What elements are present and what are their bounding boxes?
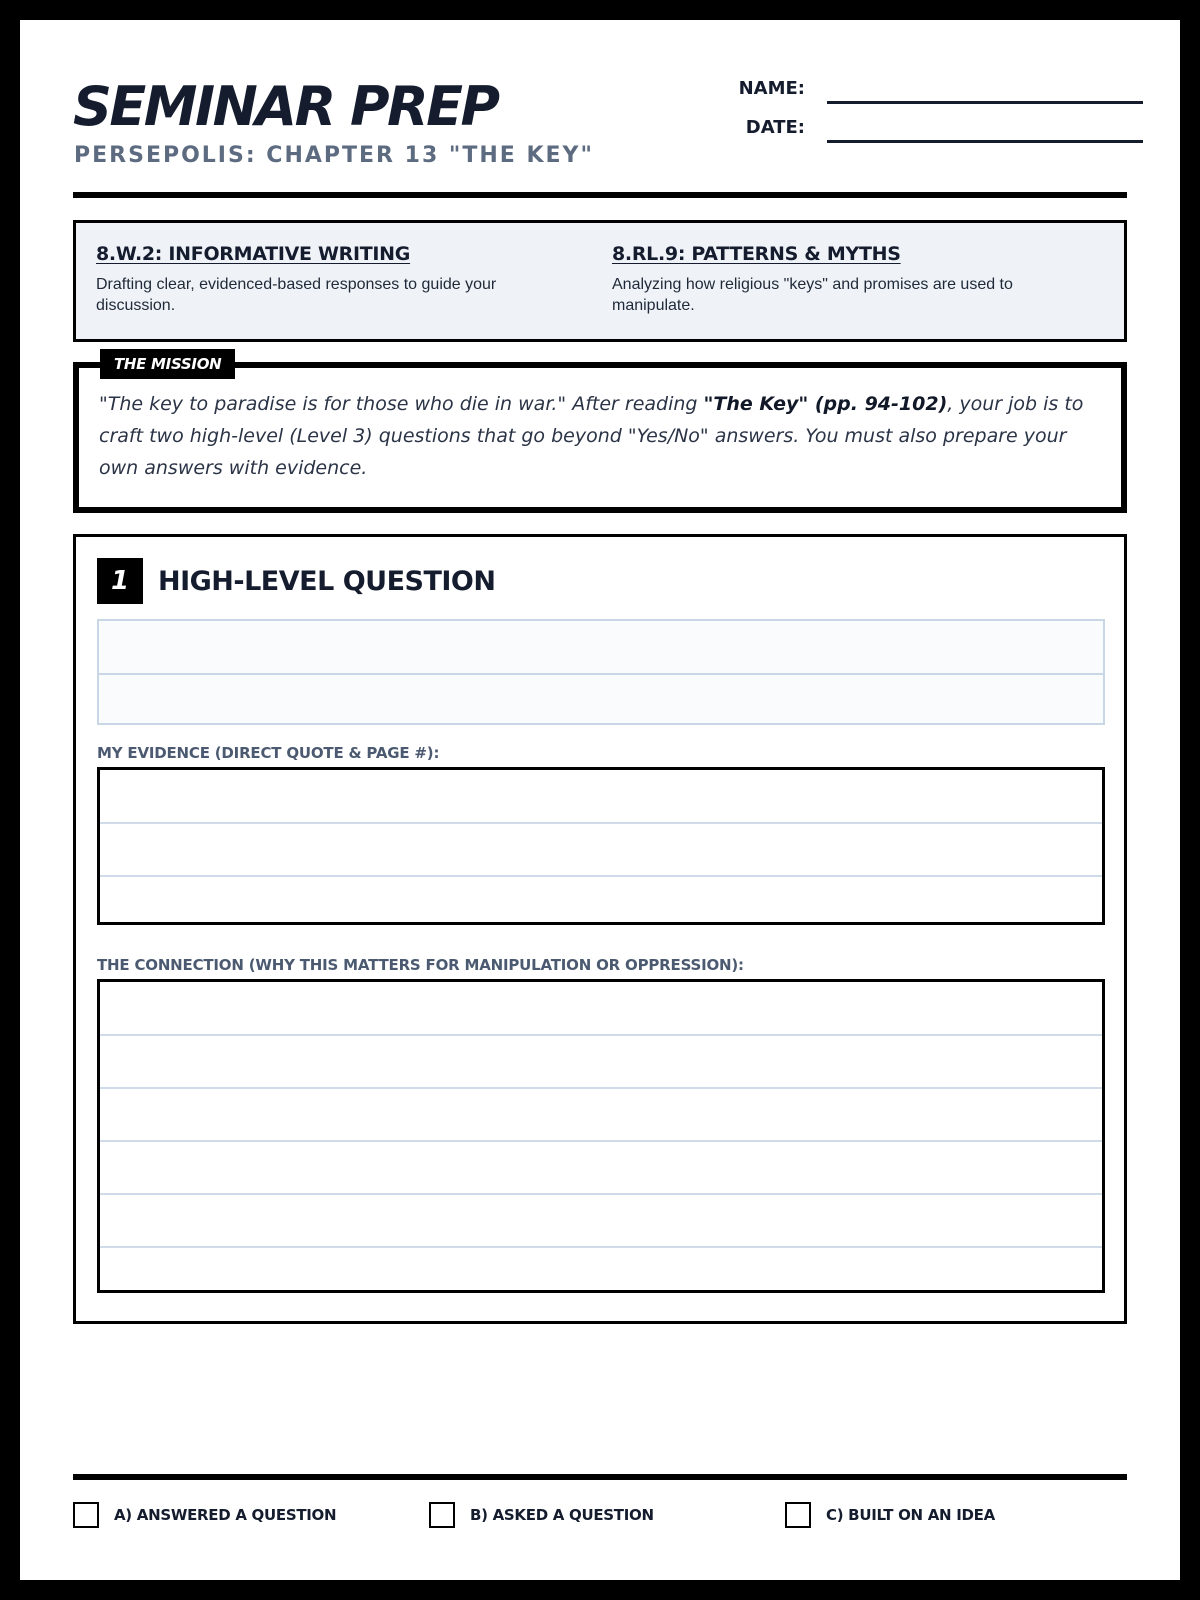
standard-title: 8.RL.9: PATTERNS & MYTHS: [612, 243, 901, 265]
date-field[interactable]: [690, 117, 1150, 147]
question-title: HIGH-LEVEL QUESTION: [158, 566, 496, 597]
question-number: 1: [97, 558, 143, 604]
checkbox-label: A) ANSWERED A QUESTION: [114, 1506, 337, 1524]
checkbox-square[interactable]: [785, 1502, 811, 1528]
name-line[interactable]: [827, 101, 1143, 104]
page-subtitle: PERSEPOLIS: CHAPTER 13 "THE KEY": [74, 143, 594, 168]
page-title: SEMINAR PREP: [73, 75, 498, 138]
standard-description: Analyzing how religious "keys" and promises are used to manipulate.: [612, 276, 1013, 314]
worksheet-page: [20, 20, 1180, 1580]
mission-text-intro: "The key to paradise is for those who die in war." After reading: [99, 393, 704, 415]
evidence-ruled-line: [100, 875, 1102, 877]
standard-title: 8.W.2: INFORMATIVE WRITING: [96, 243, 411, 265]
question-input-box[interactable]: [97, 619, 1105, 725]
standards-box: [73, 220, 1127, 342]
connection-ruled-line: [100, 1034, 1102, 1036]
connection-ruled-line: [100, 1087, 1102, 1089]
mission-text-reading: "The Key" (pp. 94-102): [703, 393, 948, 415]
checkbox-square[interactable]: [429, 1502, 455, 1528]
footer-divider: [73, 1474, 1127, 1480]
connection-box[interactable]: [97, 979, 1105, 1293]
standard-writing: [96, 243, 576, 316]
connection-ruled-line: [100, 1246, 1102, 1248]
evidence-label: MY EVIDENCE (DIRECT QUOTE & PAGE #):: [97, 744, 440, 762]
evidence-ruled-line: [100, 822, 1102, 824]
mission-text: [99, 388, 1099, 484]
header-divider: [73, 192, 1127, 198]
checkbox-label: C) BUILT ON AN IDEA: [826, 1506, 995, 1524]
mission-tag: THE MISSION: [100, 349, 235, 379]
date-line[interactable]: [827, 140, 1143, 143]
evidence-box[interactable]: [97, 767, 1105, 925]
connection-label: THE CONNECTION (WHY THIS MATTERS FOR MANIPULATION OR OPPRESSION):: [97, 956, 744, 974]
connection-ruled-line: [100, 1193, 1102, 1195]
date-label: DATE:: [745, 117, 805, 138]
standard-description: Drafting clear, evidenced-based responses to guide your discussion.: [96, 276, 497, 314]
mission-text-task: , your job is to craft two high-level (Level 3) questions that go beyond "Yes/No" answers. You must also prepare your own answers with evidence.: [99, 393, 1084, 479]
checkbox-label: B) ASKED A QUESTION: [470, 1506, 654, 1524]
question-section: [73, 534, 1127, 1324]
mission-box: [73, 362, 1127, 513]
standard-patterns: [612, 243, 1092, 316]
question-ruled-line: [99, 673, 1103, 675]
checkbox-square[interactable]: [73, 1502, 99, 1528]
name-field[interactable]: [690, 78, 1150, 108]
name-label: NAME:: [738, 78, 805, 99]
connection-ruled-line: [100, 1140, 1102, 1142]
